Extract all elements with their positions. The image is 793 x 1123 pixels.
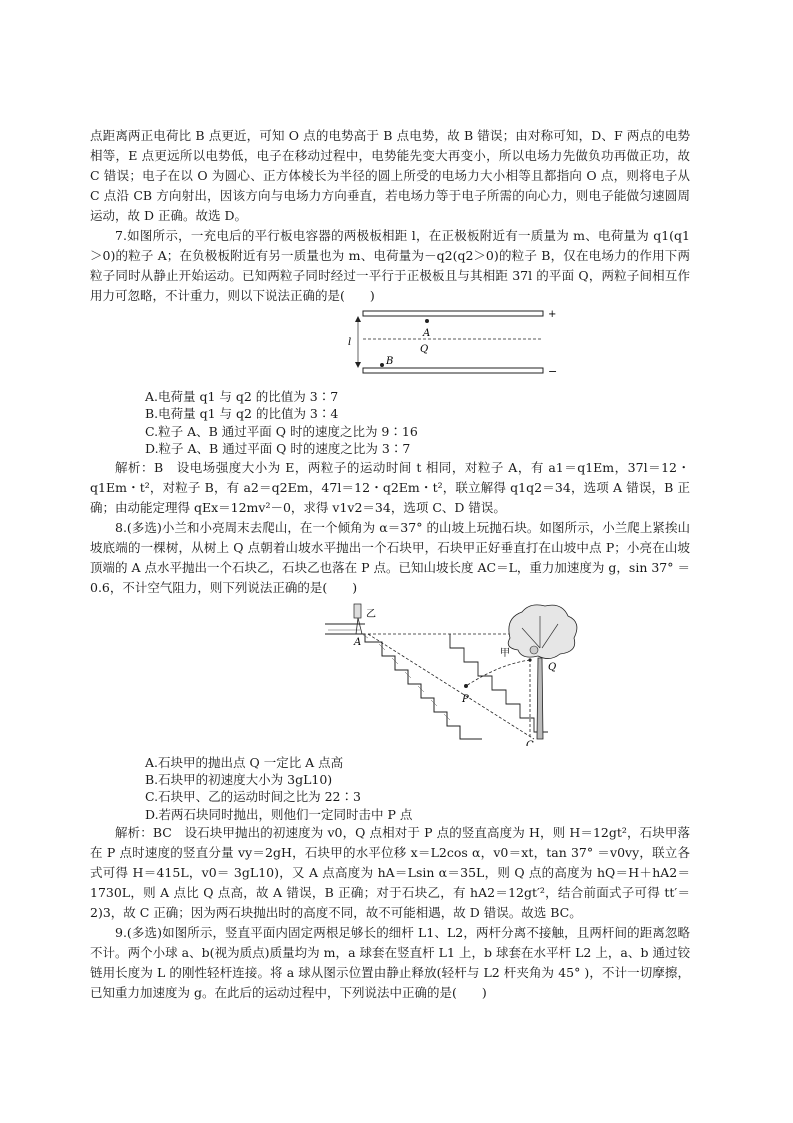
q7-option-b: B.电荷量 q1 与 q2 的比值为 3∶4 <box>145 406 339 422</box>
negative-sign: − <box>548 365 558 378</box>
q8-solution: 解析：BC 设石块甲抛出的初速度为 v0，Q 点相对于 P 点的竖直高度为 H，则 H＝12gt²，石块甲落在 P 点时速度的竖直分量 vy＝2gH，石块甲的水平位移 x＝L2cos α，v0＝xt，tan 37° ＝v0vy，联立各式可得 H＝415L，v0＝ 3gL10)，又 A 点高度为 hA＝Lsin α＝35L，则 Q 点的高度为 hQ＝H＋hA2＝1730L，则 A 点比 Q 点高，故 A 错误，B 正确；对于石块乙，有 hA2＝12gt′²，结合前面式子可得 tt′＝2)3，故 C 正确；因为两石块抛出时的高度不同，故不可能相遇，故 D 错误。故选 BC。 <box>90 825 690 921</box>
q7-option-d: D.粒子 A、B 通过平面 Q 时的速度之比为 3∶7 <box>145 441 411 457</box>
boy-figure <box>354 604 361 618</box>
positive-sign: + <box>548 309 557 320</box>
q8-figure <box>90 598 690 746</box>
q8-option-a: A.石块甲的抛出点 Q 一定比 A 点高 <box>145 754 344 770</box>
intro-paragraph: 点距离两正电荷比 B 点更近，可知 O 点的电势高于 B 点电势，故 B 错误；由对称可知，D、F 两点的电势相等，E 点更远所以电势低，电子在移动过程中，电势能先变大再变小，所以电场力先做负功再做正功，故 C 错误；电子在以 O 为圆心、正方体棱长为半径的圆上所受的电场力大小相等且都指向 O 点，则将电子从 C 点沿 CB 方向射出，因该方向与电场力方向垂直，若电场力等于电子所需的向心力，则电子能做匀速圆周运动，故 D 正确。故选 D。 <box>90 128 690 223</box>
q7-options <box>90 388 690 458</box>
q8-option-c: C.石块甲、乙的运动时间之比为 22∶3 <box>145 789 361 805</box>
label-yi: 乙 <box>366 608 376 620</box>
label-q: Q <box>420 344 429 355</box>
q8-option-b: B.石块甲的初速度大小为 3gL10) <box>145 772 333 788</box>
label-q: Q <box>548 661 557 673</box>
label-p: P <box>462 693 469 705</box>
q8-option-d: D.若两石块同时抛出，则他们一定同时击中 P 点 <box>145 806 413 822</box>
q8-stem: 8.(多选)小兰和小亮周末去爬山，在一个倾角为 α＝37° 的山坡上玩抛石块。如图所示，小兰爬上紧挨山坡底端的一棵树，从树上 Q 点朝着山坡水平抛出一个石块甲，石块甲正好垂直打在山坡中点 P；小亮在山坡顶端的 A 点水平抛出一个石块乙，石块乙也落在 P 点。已知山坡长度 AC＝L，重力加速度为 g，sin 37° ＝0.6，不计空气阻力，则下列说法正确的是( ) <box>90 519 690 595</box>
q8-options <box>90 754 690 824</box>
label-a: A <box>354 636 362 648</box>
q7-option-c: C.粒子 A、B 通过平面 Q 时的速度之比为 9∶16 <box>145 423 418 439</box>
hillside-diagram <box>90 598 690 746</box>
label-c: C <box>526 739 534 746</box>
capacitor-diagram <box>90 306 690 378</box>
label-l: l <box>348 337 352 348</box>
q7-option-a: A.电荷量 q1 与 q2 的比值为 3∶7 <box>145 389 339 404</box>
label-a: A <box>423 328 431 339</box>
q7-figure <box>90 306 690 378</box>
document-page <box>90 126 690 1003</box>
label-b: B <box>386 356 394 367</box>
q7-stem: 7.如图所示，一充电后的平行板电容器的两极板相距 l，在正极板附近有一质量为 m、电荷量为 q1(q1＞0)的粒子 A；在负极板附近有另一质量也为 m、电荷量为－q2(q2＞0)的粒子 B，仅在电场力的作用下两粒子同时从静止开始运动。已知两粒子同时经过一平行于正极板且与其相距 37l 的平面 Q，两粒子间相互作用力可忽略，不计重力，则以下说法正确的是( ) <box>90 228 690 303</box>
q9-stem: 9.(多选)如图所示，竖直平面内固定两根足够长的细杆 L1、L2，两杆分离不接触，且两杆间的距离忽略不计。两个小球 a、b(视为质点)质量均为 m，a 球套在竖直杆 L1 上，b 球套在水平杆 L2 上，a、b 通过铰链用长度为 L 的刚性轻杆连接。将 a 球从图示位置由静止释放(轻杆与 L2 杆夹角为 45° )，不计一切摩擦，已知重力加速度为 g。在此后的运动过程中，下列说法中正确的是( ) <box>90 925 690 1001</box>
tree-icon <box>508 604 577 738</box>
q7-solution: 解析：B 设电场强度大小为 E，两粒子的运动时间 t 相同，对粒子 A，有 a1＝q1Em，37l＝12・q1Em・t²，对粒子 B，有 a2＝q2Em，47l＝12・q2Em・t²，联立解得 q1q2＝34，选项 A 错误，B 正确；由动能定理得 qEx＝12mv²－0，求得 v1v2＝34，选项 C、D 错误。 <box>90 459 690 515</box>
label-jia: 甲 <box>500 647 510 659</box>
